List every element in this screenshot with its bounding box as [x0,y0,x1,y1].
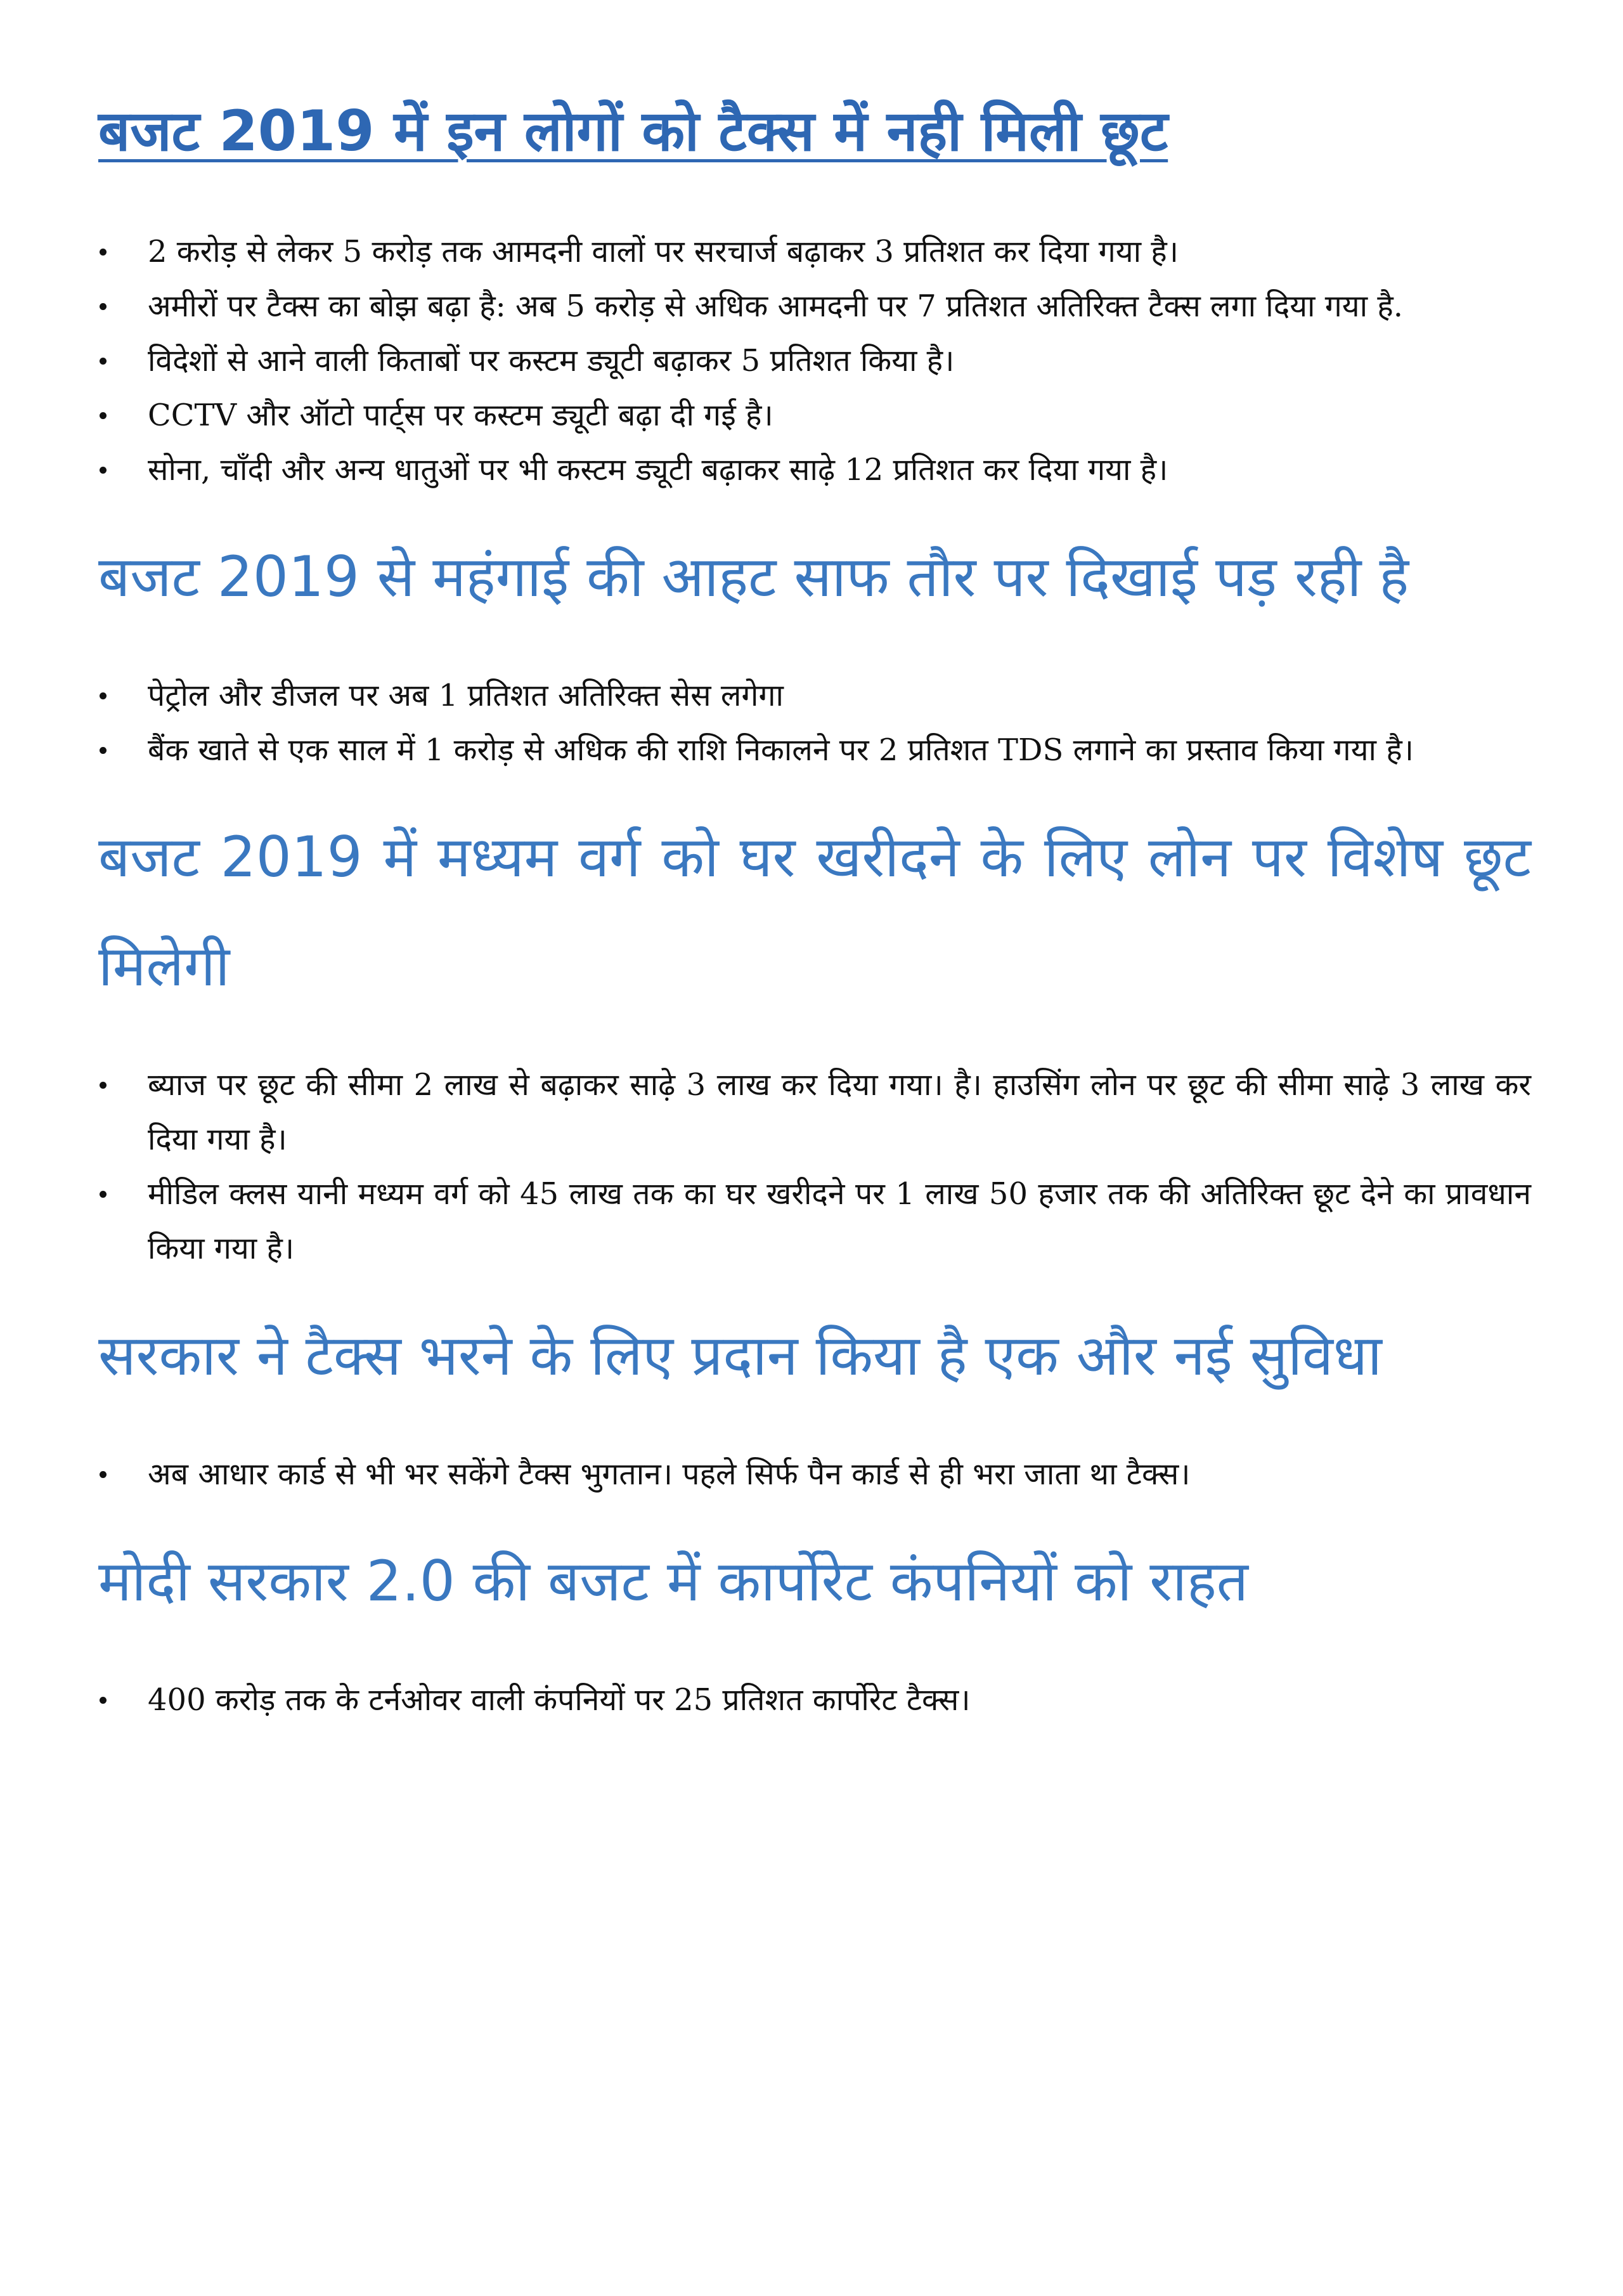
list-item: विदेशों से आने वाली किताबों पर कस्टम ड्यूटी बढ़ाकर 5 प्रतिशत किया है। [98,334,1531,388]
list-item: CCTV और ऑटो पार्ट्स पर कस्टम ड्यूटी बढ़ा दी गई है। [98,388,1531,443]
section-heading-corporate-relief: मोदी सरकार 2.0 की बजट में कार्पोरेट कंपनियों को राहत [98,1548,1248,1614]
bullet-list-new-facility [98,1447,1531,1501]
bullet-list-tax-exemption [98,224,1531,497]
list-item: पेट्रोल और डीजल पर अब 1 प्रतिशत अतिरिक्त सेस लगेगा [98,668,1531,723]
section-heading-inflation: बजट 2019 से महंगाई की आहट साफ तौर पर दिखाई पड़ रही है [98,544,1409,610]
list-item: बैंक खाते से एक साल में 1 करोड़ से अधिक की राशि निकालने पर 2 प्रतिशत TDS लगाने का प्रस्ताव किया गया है। [98,723,1531,777]
list-item: अब आधार कार्ड से भी भर सकेंगे टैक्स भुगतान। पहले सिर्फ पैन कार्ड से ही भरा जाता था टैक्स। [98,1447,1531,1501]
bullet-list-home-loan [98,1058,1531,1276]
page-title: बजट 2019 में इन लोगों को टैक्स में नही मिली छूट [98,98,1168,164]
list-item: 400 करोड़ तक के टर्नओवर वाली कंपनियों पर 25 प्रतिशत कार्पोरेट टैक्स। [98,1673,1531,1727]
list-item: मीडिल क्लस यानी मध्यम वर्ग को 45 लाख तक का घर खरीदने पर 1 लाख 50 हजार तक की अतिरिक्त छूट देने का प्रावधान किया गया है। [98,1167,1531,1276]
list-item: अमीरों पर टैक्स का बोझ बढ़ा है: अब 5 करोड़ से अधिक आमदनी पर 7 प्रतिशत अतिरिक्त टैक्स लगा दिया गया है. [98,279,1531,334]
list-item: 2 करोड़ से लेकर 5 करोड़ तक आमदनी वालों पर सरचार्ज बढ़ाकर 3 प्रतिशत कर दिया गया है। [98,224,1531,279]
section-heading-new-facility: सरकार ने टैक्स भरने के लिए प्रदान किया है एक और नई सुविधा [98,1323,1382,1389]
bullet-list-inflation [98,668,1531,777]
list-item: ब्याज पर छूट की सीमा 2 लाख से बढ़ाकर साढ़े 3 लाख कर दिया गया। है। हाउसिंग लोन पर छूट की सीमा साढ़े 3 लाख कर दिया गया है। [98,1058,1531,1167]
section-heading-home-loan: बजट 2019 में मध्यम वर्ग को घर खरीदने के लिए लोन पर विशेष छूट मिलेगी [98,824,1531,999]
bullet-list-corporate-relief [98,1673,1531,1727]
list-item: सोना, चाँदी और अन्य धातुओं पर भी कस्टम ड्यूटी बढ़ाकर साढ़े 12 प्रतिशत कर दिया गया है। [98,443,1531,497]
